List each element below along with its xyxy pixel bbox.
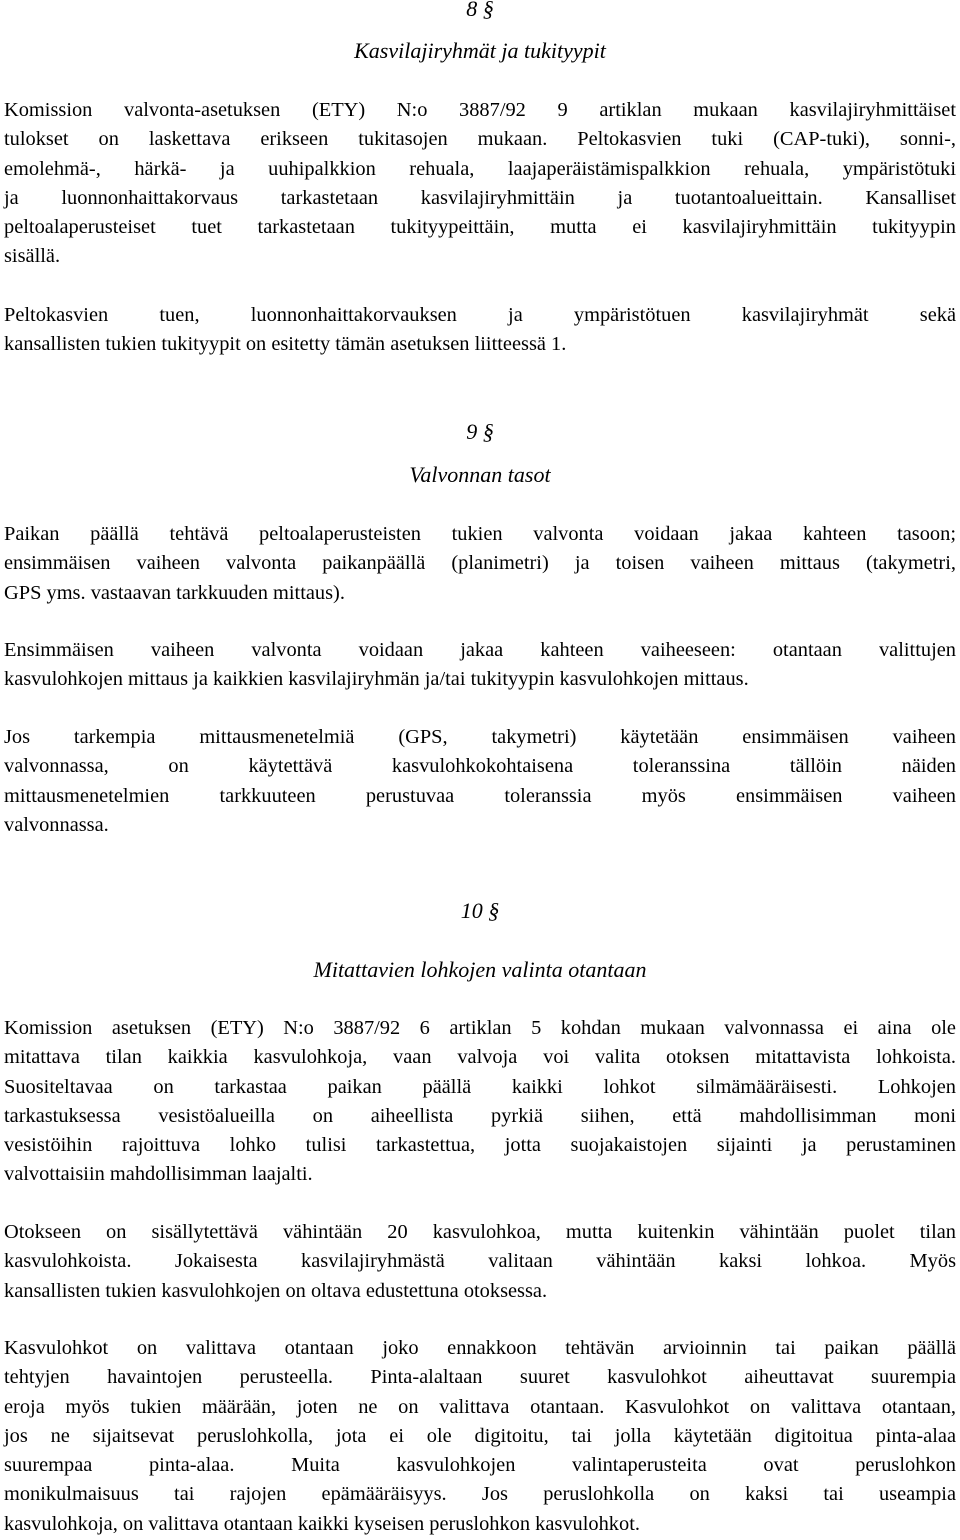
text-line: Otokseen on sisällytettävä vähintään 20 kasvulohkoa, mutta kuitenkin vähintään puolet tilan — [4, 1221, 956, 1243]
section-number: 10 § — [460, 898, 500, 923]
text-line: GPS yms. vastaavan tarkkuuden mittaus). — [4, 581, 345, 604]
text-line: vesistöihin rajoittuva lohko tulisi tarkastettua, jotta suojakaistojen sijainti ja perustaminen — [4, 1134, 956, 1157]
paragraph — [4, 1014, 956, 1190]
paragraph — [4, 1218, 956, 1306]
text-line: ensimmäisen vaiheen valvonta paikanpäällä (planimetri) ja toisen vaiheen mittaus (takymetri, — [4, 552, 956, 575]
text-line: peltoalaperusteiset tuet tarkastetaan tukityypeittäin, mutta ei kasvilajiryhmittäin tukityypin — [4, 216, 956, 239]
text-line: mitattava tilan kaikkia kasvulohkoja, vaan valvoja voi valita otoksen mitattavista lohkoista. — [4, 1046, 956, 1069]
text-line: Kasvulohkot on valittava otantaan joko ennakkoon tehtävän arvioinnin tai paikan päällä — [4, 1337, 956, 1359]
text-line: Paikan päällä tehtävä peltoalaperusteisten tukien valvonta voidaan jakaa kahteen tasoon; — [4, 523, 956, 545]
text-line: Peltokasvien tuen, luonnonhaittakorvauksen ja ympäristötuen kasvilajiryhmät sekä — [4, 304, 956, 326]
text-line: monikulmaisuus tai rajojen epämääräisyys. Jos peruslohkolla on kaksi tai useampia — [4, 1483, 956, 1506]
text-line: tulokset on laskettava erikseen tukitasojen mukaan. Peltokasvien tuki (CAP-tuki), sonni-, — [4, 128, 956, 151]
text-line: tehtyjen havaintojen perusteella. Pinta-alaltaan suuret kasvulohkot aiheuttavat suurempia — [4, 1366, 956, 1389]
text-line: eroja myös tukien määrään, joten ne on valittava otantaan. Kasvulohkot on valittava otantaan, — [4, 1395, 956, 1418]
text-line: kasvulohkoja, on valittava otantaan kaikki kyseisen peruslohkon kasvulohkot. — [4, 1512, 640, 1535]
text-line: valvottaisiin mahdollisimman laajalti. — [4, 1163, 313, 1186]
text-line: valvonnassa, on käytettävä kasvulohkokohtaisena toleranssina tällöin näiden — [4, 755, 956, 778]
section-number: 9 § — [466, 419, 494, 444]
paragraph — [4, 1334, 956, 1539]
text-line: valvonnassa. — [4, 813, 109, 836]
text-line: Suositeltavaa on tarkastaa paikan päällä kaikki lohkot silmämääräisesti. Lohkojen — [4, 1075, 956, 1098]
paragraph — [4, 636, 956, 695]
section-title: Kasvilajiryhmät ja tukityypit — [354, 38, 606, 63]
paragraph — [4, 96, 956, 272]
text-line: Jos tarkempia mittausmenetelmiä (GPS, takymetri) käytetään ensimmäisen vaiheen — [4, 726, 956, 748]
paragraph — [4, 723, 956, 840]
section-title: Valvonnan tasot — [409, 462, 551, 487]
text-line: Komission valvonta-asetuksen (ETY) N:o 3887/92 9 artiklan mukaan kasvilajiryhmittäiset — [4, 99, 956, 121]
text-line: tarkastuksessa vesistöalueilla on aiheellista pyrkiä siihen, että mahdollisimman moni — [4, 1104, 956, 1127]
text-line: mittausmenetelmien tarkkuuteen perustuvaa toleranssia myös ensimmäisen vaiheen — [4, 784, 956, 807]
section-number: 8 § — [466, 0, 494, 21]
text-line: suurempaa pinta-alaa. Muita kasvulohkojen valintaperusteita ovat peruslohkon — [4, 1454, 956, 1477]
paragraph — [4, 301, 956, 360]
text-line: Komission asetuksen (ETY) N:o 3887/92 6 artiklan 5 kohdan mukaan valvonnassa ei aina ole — [4, 1017, 956, 1039]
paragraph — [4, 520, 956, 608]
text-line: Ensimmäisen vaiheen valvonta voidaan jakaa kahteen vaiheeseen: otantaan valittujen — [4, 639, 956, 661]
text-line: kasvulohkoista. Jokaisesta kasvilajiryhmästä valitaan vähintään kaksi lohkoa. Myös — [4, 1250, 956, 1273]
text-line: jos ne sijaitsevat peruslohkolla, jota ei ole digitoitu, tai jolla käytetään digitoitua pinta-alaa — [4, 1424, 956, 1447]
text-line: emolehmä-, härkä- ja uuhipalkkion rehuala, laajaperäistämispalkkion rehuala, ympäristötuki — [4, 157, 956, 180]
text-line: kansallisten tukien tukityypit on esitetty tämän asetuksen liitteessä 1. — [4, 333, 567, 356]
text-line: ja luonnonhaittakorvaus tarkastetaan kasvilajiryhmittäin ja tuotantoalueittain. Kansalliset — [4, 186, 956, 209]
text-line: kasvulohkojen mittaus ja kaikkien kasvilajiryhmän ja/tai tukityypin kasvulohkojen mittaus. — [4, 668, 749, 691]
text-line: sisällä. — [4, 245, 61, 268]
text-line: kansallisten tukien kasvulohkojen on oltava edustettuna otoksessa. — [4, 1279, 548, 1302]
section-title: Mitattavien lohkojen valinta otantaan — [313, 957, 647, 982]
